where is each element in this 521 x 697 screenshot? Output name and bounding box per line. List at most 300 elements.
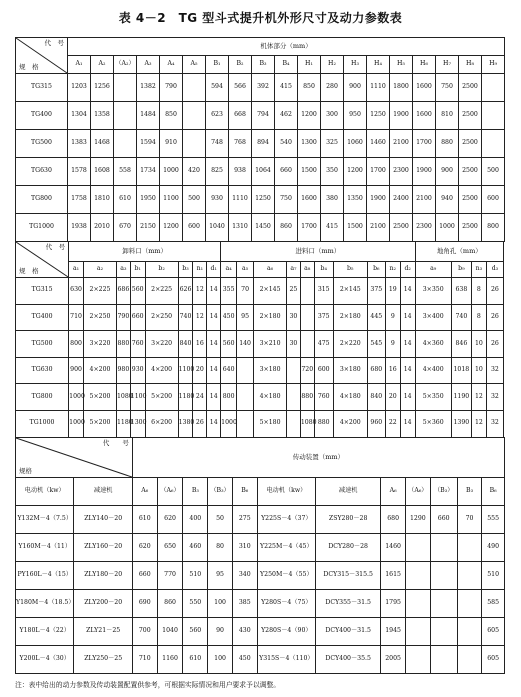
value-cell: 1900 [390, 102, 413, 130]
value-cell [457, 590, 482, 618]
column-header: （A₂） [114, 56, 137, 74]
value-cell: 760 [314, 384, 333, 411]
column-header: H₈ [459, 56, 482, 74]
column-header: B₆ [232, 478, 257, 506]
value-cell: 1800 [390, 74, 413, 102]
value-cell: 600 [482, 186, 505, 214]
value-cell [114, 130, 137, 158]
value-cell: 4×180 [254, 384, 287, 411]
value-cell: 70 [237, 278, 254, 305]
table-row [16, 357, 504, 384]
value-cell: 1200 [298, 102, 321, 130]
column-header: B₃ [252, 56, 275, 74]
value-cell [482, 102, 505, 130]
t3-corner-header [16, 438, 133, 478]
value-cell: 385 [232, 590, 257, 618]
value-cell: 430 [232, 618, 257, 646]
value-cell: 310 [232, 534, 257, 562]
column-header: a₇ [287, 262, 301, 278]
column-header: a₁ [69, 262, 84, 278]
value-cell: 960 [367, 410, 385, 437]
column-header: B₂ [229, 56, 252, 74]
column-header: H₅ [390, 56, 413, 74]
table-row [16, 590, 505, 618]
table-title: 表 4－2 TG 型斗式提升机外形尺寸及动力参数表 [118, 11, 403, 25]
value-cell: 1000 [436, 214, 459, 242]
value-cell: 620 [157, 506, 183, 534]
value-cell: 2400 [390, 186, 413, 214]
column-header: a₈ [300, 262, 314, 278]
value-cell: 300 [321, 102, 344, 130]
value-cell: 1500 [298, 158, 321, 186]
value-cell: 840 [367, 384, 385, 411]
column-header: 电动机（kw） [257, 478, 315, 506]
value-cell: 660 [430, 506, 457, 534]
value-cell: 420 [183, 158, 206, 186]
value-cell: ZLY250－25 [74, 646, 132, 674]
value-cell: 5×200 [84, 384, 117, 411]
value-cell [430, 618, 457, 646]
value-cell [457, 646, 482, 674]
value-cell: 770 [157, 562, 183, 590]
value-cell: 100 [208, 646, 233, 674]
value-cell: 3×180 [254, 357, 287, 384]
value-cell: 670 [114, 214, 137, 242]
value-cell [287, 410, 301, 437]
value-cell: 462 [275, 102, 298, 130]
value-cell: 95 [208, 562, 233, 590]
value-cell: 790 [116, 304, 130, 331]
value-cell: ZSY280－28 [316, 506, 381, 534]
column-header: A₅ [183, 56, 206, 74]
value-cell: 50 [208, 506, 233, 534]
value-cell: 490 [482, 534, 504, 562]
value-cell: 1180 [178, 384, 193, 411]
value-cell: 1080 [300, 410, 314, 437]
value-cell: 1064 [252, 158, 275, 186]
value-cell: 950 [344, 102, 367, 130]
value-cell: 415 [321, 214, 344, 242]
column-header: B₃ [183, 478, 208, 506]
column-header: 电动机（kw） [16, 478, 74, 506]
value-cell: 26 [486, 304, 503, 331]
value-cell: 880 [436, 130, 459, 158]
table-row [16, 331, 504, 358]
value-cell: 6×200 [145, 410, 178, 437]
value-cell: 1600 [298, 186, 321, 214]
value-cell: 810 [436, 102, 459, 130]
value-cell: 2010 [91, 214, 114, 242]
column-header: b₆ [367, 262, 385, 278]
value-cell: 1810 [91, 186, 114, 214]
value-cell: 32 [486, 357, 503, 384]
value-cell: 140 [237, 331, 254, 358]
value-cell: 2300 [413, 214, 436, 242]
value-cell: 1600 [413, 74, 436, 102]
value-cell [430, 646, 457, 674]
value-cell: 560 [130, 278, 145, 305]
value-cell: 5×180 [254, 410, 287, 437]
value-cell: 1758 [68, 186, 91, 214]
table-row [16, 214, 505, 242]
value-cell: 4×400 [415, 357, 451, 384]
value-cell: 1700 [413, 130, 436, 158]
column-header: 减速机 [316, 478, 381, 506]
column-header: a₃ [116, 262, 130, 278]
value-cell: 800 [482, 214, 505, 242]
table-row [16, 74, 505, 102]
value-cell: 1600 [413, 102, 436, 130]
table-row [16, 130, 505, 158]
spec-cell: TG500 [16, 130, 68, 158]
value-cell: ZLY160－20 [74, 534, 132, 562]
value-cell: 700 [132, 618, 157, 646]
spec-cell: TG1000 [16, 214, 68, 242]
value-cell: 750 [275, 186, 298, 214]
value-cell: 1594 [137, 130, 160, 158]
value-cell: 1734 [137, 158, 160, 186]
value-cell: 2100 [367, 214, 390, 242]
value-cell: 2500 [459, 158, 482, 186]
value-cell: 280 [321, 74, 344, 102]
value-cell: 460 [183, 534, 208, 562]
value-cell: 4×200 [333, 410, 367, 437]
value-cell: 1256 [91, 74, 114, 102]
column-header: a₄ [221, 262, 237, 278]
value-cell: 1578 [68, 158, 91, 186]
value-cell: 1300 [298, 130, 321, 158]
table-row [16, 562, 505, 590]
value-cell: 14 [400, 331, 415, 358]
table-row [16, 278, 504, 305]
value-cell: 9 [385, 331, 400, 358]
drive-unit-table [15, 437, 505, 674]
value-cell: 800 [221, 384, 237, 411]
spec-cell: Y160M－4（11） [16, 534, 74, 562]
table-row [16, 646, 505, 674]
value-cell: DCY315－315.5 [316, 562, 381, 590]
value-cell: 930 [130, 357, 145, 384]
value-cell: 3×180 [333, 357, 367, 384]
value-cell: 3×350 [415, 278, 451, 305]
column-header: H₄ [367, 56, 390, 74]
value-cell: 710 [69, 304, 84, 331]
value-cell: 100 [208, 590, 233, 618]
value-cell: 510 [183, 562, 208, 590]
value-cell: 14 [207, 357, 221, 384]
value-cell: 846 [451, 331, 471, 358]
value-cell: 850 [160, 102, 183, 130]
column-header: B₃ [457, 478, 482, 506]
value-cell: 12 [193, 304, 207, 331]
value-cell: 1250 [252, 186, 275, 214]
value-cell: 650 [157, 534, 183, 562]
table-row [16, 158, 505, 186]
value-cell: 20 [385, 384, 400, 411]
value-cell: 768 [229, 130, 252, 158]
value-cell: 5×360 [415, 410, 451, 437]
spec-cell: TG630 [16, 158, 68, 186]
column-header: b₉ [451, 262, 471, 278]
value-cell [300, 278, 314, 305]
value-cell: 640 [221, 357, 237, 384]
value-cell: 880 [300, 384, 314, 411]
value-cell: 1203 [68, 74, 91, 102]
value-cell: 1460 [367, 130, 390, 158]
value-cell: 690 [132, 590, 157, 618]
value-cell: 2×180 [333, 304, 367, 331]
value-cell: 1160 [157, 646, 183, 674]
column-header: H₇ [436, 56, 459, 74]
value-cell: 95 [237, 304, 254, 331]
value-cell: 90 [208, 618, 233, 646]
value-cell [183, 102, 206, 130]
value-cell [457, 562, 482, 590]
column-header: a₂ [84, 262, 117, 278]
value-cell: 2300 [390, 158, 413, 186]
table-row [16, 618, 505, 646]
value-cell: 1180 [116, 410, 130, 437]
value-cell: 1290 [405, 506, 430, 534]
footnote: 注：表中给出的动力参数及传动装置配置供参考，可根据实际情况和用户要求予以调整。 [15, 681, 281, 689]
column-header: B₆ [482, 478, 504, 506]
feed-group-header: 进料口（mm） [221, 242, 415, 262]
t1-corner-code-label: 代 号 [44, 39, 64, 47]
t1-corner-header [16, 38, 68, 74]
column-header: d₃ [486, 262, 503, 278]
value-cell: 355 [221, 278, 237, 305]
table-row [16, 304, 504, 331]
column-header: a₉ [415, 262, 451, 278]
value-cell: 938 [229, 158, 252, 186]
value-cell: 1060 [344, 130, 367, 158]
value-cell: 14 [400, 278, 415, 305]
value-cell: 1608 [91, 158, 114, 186]
value-cell: 680 [381, 506, 406, 534]
column-header: b₂ [145, 262, 178, 278]
value-cell [114, 102, 137, 130]
column-header: H₂ [321, 56, 344, 74]
table-row [16, 102, 505, 130]
value-cell: ZLY180－20 [74, 562, 132, 590]
value-cell: 3×220 [145, 331, 178, 358]
value-cell: 880 [116, 331, 130, 358]
value-cell: 1500 [344, 214, 367, 242]
value-cell: 10 [471, 331, 486, 358]
spec-cell: Y180M－4（18.5） [16, 590, 74, 618]
value-cell: 2500 [459, 102, 482, 130]
value-cell: 25 [287, 278, 301, 305]
value-cell: 605 [482, 646, 504, 674]
value-cell: 1000 [69, 410, 84, 437]
value-cell: 14 [400, 357, 415, 384]
value-cell: 30 [287, 331, 301, 358]
value-cell [430, 534, 457, 562]
value-cell: 545 [367, 331, 385, 358]
column-header: B₄ [275, 56, 298, 74]
value-cell: 1450 [252, 214, 275, 242]
value-cell: 600 [183, 214, 206, 242]
value-cell: 380 [321, 186, 344, 214]
value-cell: 4×360 [415, 331, 451, 358]
value-cell: 30 [287, 304, 301, 331]
value-cell: 1795 [381, 590, 406, 618]
value-cell: 510 [482, 562, 504, 590]
column-header: b₁ [130, 262, 145, 278]
column-header: d₁ [207, 262, 221, 278]
value-cell: 1300 [130, 410, 145, 437]
value-cell: DCY280－28 [316, 534, 381, 562]
value-cell: 1900 [413, 158, 436, 186]
column-header: （B₃） [208, 478, 233, 506]
value-cell: 1950 [137, 186, 160, 214]
value-cell: 1000 [160, 158, 183, 186]
value-cell: 1615 [381, 562, 406, 590]
value-cell: 740 [178, 304, 193, 331]
value-cell [183, 74, 206, 102]
value-cell: 475 [314, 331, 333, 358]
value-cell: 1390 [451, 410, 471, 437]
value-cell: 1040 [157, 618, 183, 646]
value-cell: 825 [206, 158, 229, 186]
value-cell: 2100 [390, 130, 413, 158]
value-cell: 2100 [413, 186, 436, 214]
value-cell: 9 [385, 304, 400, 331]
drive-group-header: 传动装置（mm） [132, 438, 504, 478]
value-cell: 14 [207, 410, 221, 437]
value-cell [457, 534, 482, 562]
value-cell: 2×225 [145, 278, 178, 305]
value-cell: 930 [206, 186, 229, 214]
value-cell: 340 [232, 562, 257, 590]
column-header: b₄ [314, 262, 333, 278]
column-header: d₂ [400, 262, 415, 278]
t2-corner-code-label: 代 号 [45, 243, 66, 251]
value-cell: 1000 [69, 384, 84, 411]
column-header: H₁ [298, 56, 321, 74]
value-cell: 14 [207, 331, 221, 358]
value-cell: 450 [221, 304, 237, 331]
discharge-group-header: 卸料口（mm） [69, 242, 221, 262]
spec-cell: TG400 [16, 102, 68, 130]
value-cell: 2×145 [333, 278, 367, 305]
value-cell: 1468 [91, 130, 114, 158]
spec-cell: TG630 [16, 357, 69, 384]
value-cell: 14 [207, 384, 221, 411]
value-cell: 14 [400, 304, 415, 331]
value-cell: 26 [486, 278, 503, 305]
value-cell [287, 384, 301, 411]
spec-cell: TG800 [16, 186, 68, 214]
value-cell: 500 [482, 158, 505, 186]
value-cell: 1190 [451, 384, 471, 411]
value-cell [300, 331, 314, 358]
value-cell: Y315S－4（110） [257, 646, 315, 674]
value-cell: 1080 [116, 384, 130, 411]
body-dimensions-table [15, 37, 505, 242]
value-cell: 1358 [91, 102, 114, 130]
value-cell: 610 [183, 646, 208, 674]
column-header: B₁ [206, 56, 229, 74]
value-cell: 4×200 [84, 357, 117, 384]
value-cell: 5×350 [415, 384, 451, 411]
value-cell: 1200 [160, 214, 183, 242]
value-cell [405, 618, 430, 646]
value-cell: 1200 [344, 158, 367, 186]
value-cell: 600 [314, 357, 333, 384]
value-cell: 32 [486, 410, 503, 437]
value-cell: 1100 [160, 186, 183, 214]
value-cell: 790 [160, 74, 183, 102]
value-cell: 610 [114, 186, 137, 214]
column-header: 减速机 [74, 478, 132, 506]
value-cell: 1250 [367, 102, 390, 130]
value-cell: 585 [482, 590, 504, 618]
value-cell: Y250M－4（55） [257, 562, 315, 590]
value-cell [430, 590, 457, 618]
value-cell [405, 534, 430, 562]
spec-cell: TG500 [16, 331, 69, 358]
value-cell: 2150 [137, 214, 160, 242]
column-header: A₃ [137, 56, 160, 74]
value-cell: 558 [114, 158, 137, 186]
value-cell: 16 [193, 331, 207, 358]
value-cell: 900 [69, 357, 84, 384]
value-cell: 660 [130, 304, 145, 331]
value-cell: ZLY200－20 [74, 590, 132, 618]
value-cell: 12 [193, 278, 207, 305]
value-cell: 710 [132, 646, 157, 674]
value-cell: 22 [385, 410, 400, 437]
value-cell [300, 304, 314, 331]
value-cell: 3×210 [254, 331, 287, 358]
spec-cell: Y180L－4（22） [16, 618, 74, 646]
value-cell: 623 [206, 102, 229, 130]
column-header: A₆ [381, 478, 406, 506]
spec-cell: Y200L－4（30） [16, 646, 74, 674]
value-cell: 850 [298, 74, 321, 102]
value-cell: 2005 [381, 646, 406, 674]
table-row [16, 506, 505, 534]
value-cell: 555 [482, 506, 504, 534]
value-cell: 14 [207, 278, 221, 305]
value-cell: 638 [451, 278, 471, 305]
value-cell: 2×250 [145, 304, 178, 331]
value-cell: Y225M－4（45） [257, 534, 315, 562]
value-cell: 500 [183, 186, 206, 214]
anchor-group-header: 地角孔（mm） [415, 242, 503, 262]
value-cell: 980 [116, 357, 130, 384]
value-cell [482, 74, 505, 102]
value-cell [430, 562, 457, 590]
spec-cell: TG1000 [16, 410, 69, 437]
value-cell [482, 130, 505, 158]
value-cell: Y225S－4（37） [257, 506, 315, 534]
value-cell [237, 410, 254, 437]
value-cell: DCY355－31.5 [316, 590, 381, 618]
column-header: （B₃） [430, 478, 457, 506]
t2-corner-header [16, 242, 69, 278]
spec-cell: TG315 [16, 278, 69, 305]
value-cell: 8 [471, 304, 486, 331]
value-cell: 680 [367, 357, 385, 384]
body-group-header: 机体部分（mm） [68, 38, 505, 56]
value-cell: Y280S－4（90） [257, 618, 315, 646]
value-cell: 26 [486, 331, 503, 358]
value-cell: 1110 [229, 186, 252, 214]
value-cell: 8 [471, 278, 486, 305]
table-row [16, 410, 504, 437]
